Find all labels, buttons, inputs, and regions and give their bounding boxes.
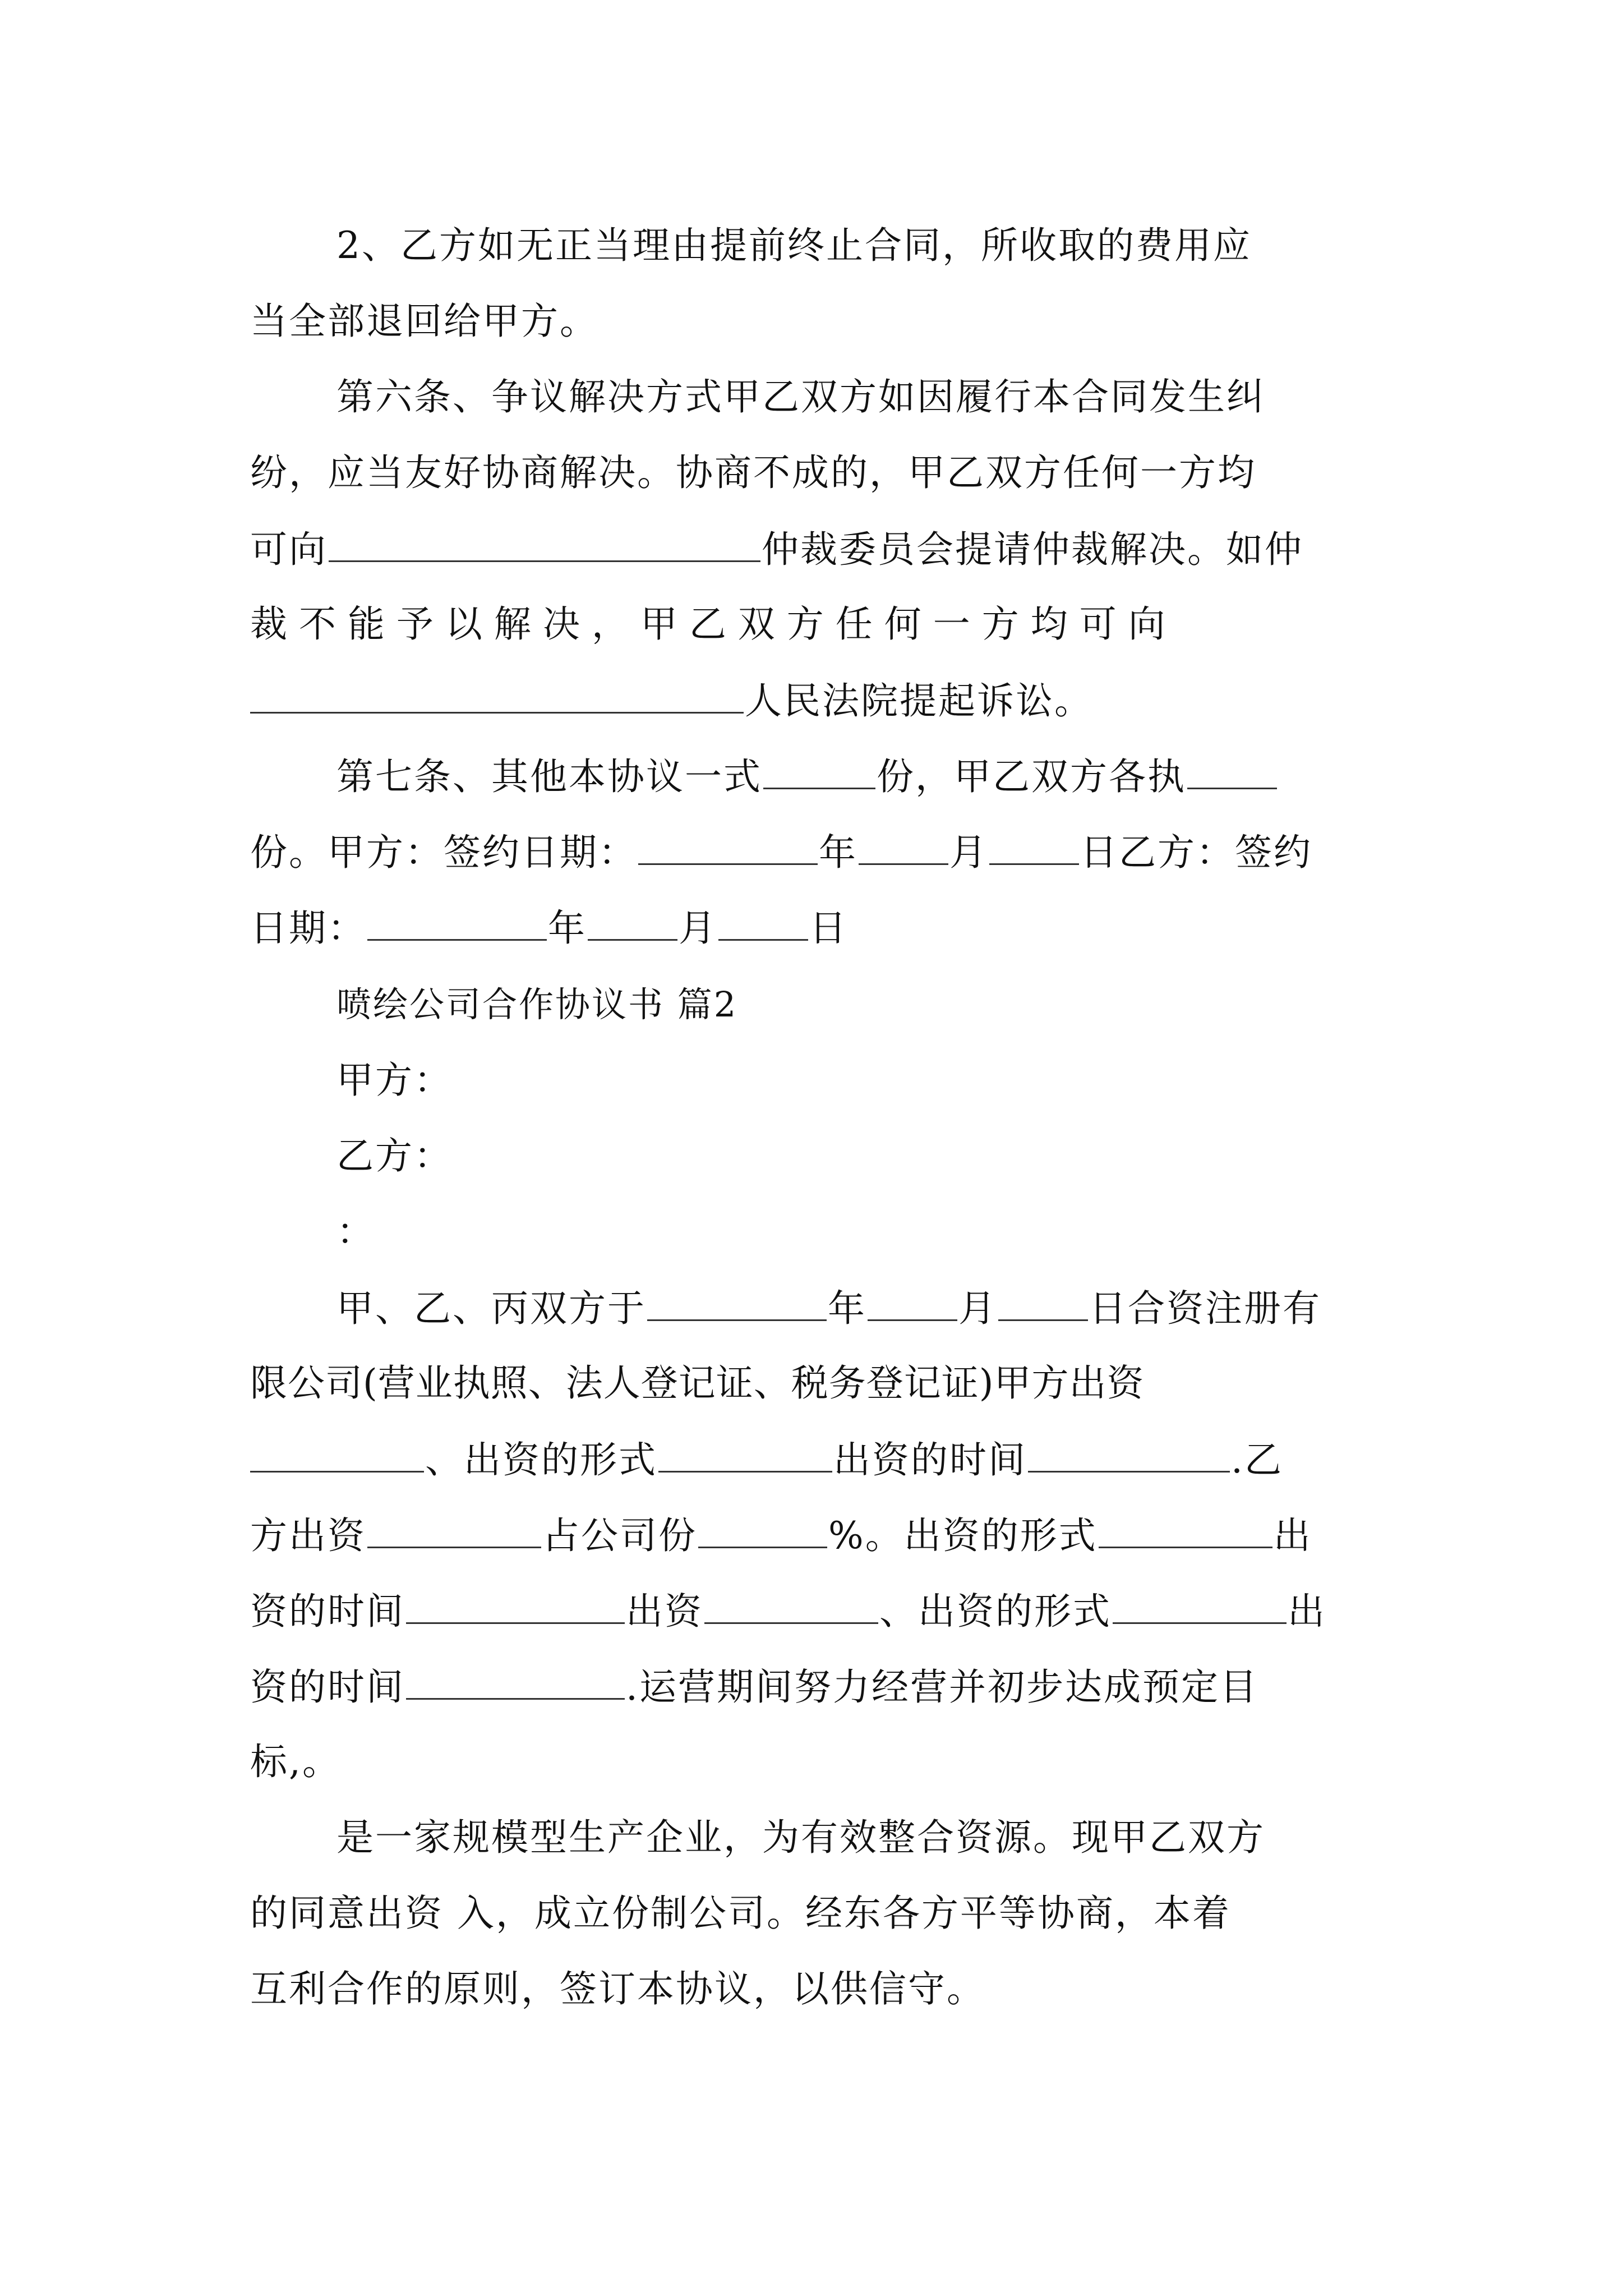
fill-in-blank[interactable] [718, 902, 808, 941]
text-fragment: 日期： [250, 907, 366, 950]
fill-in-blank[interactable] [859, 826, 948, 865]
fill-in-blank[interactable] [367, 902, 547, 941]
text-fragment: 可向 [250, 528, 328, 571]
fill-in-blank[interactable] [1099, 1510, 1272, 1548]
text-line: 当全部退回给甲方。 [250, 300, 598, 343]
fill-in-blank[interactable] [1187, 751, 1277, 789]
fill-in-blank[interactable] [698, 1510, 827, 1548]
text-fragment: 占公司份 [542, 1514, 697, 1557]
text-fragment: 份，甲乙双方各执 [877, 755, 1186, 798]
text-fragment: 出资的时间 [833, 1438, 1027, 1481]
text-fragment: 第七条、其他本协议一式 [336, 755, 762, 798]
text-line: 标,。 [250, 1740, 341, 1783]
fill-in-blank[interactable] [406, 1585, 625, 1624]
fill-in-blank[interactable] [588, 902, 677, 941]
fill-in-blank[interactable] [1028, 1434, 1230, 1473]
text-fragment: 年 [548, 907, 587, 950]
text-fragment: 出资 [626, 1590, 703, 1633]
fill-in-blank[interactable] [638, 826, 818, 865]
text-line: 甲方： [336, 1059, 453, 1102]
text-line: 互利合作的原则，签订本协议，以供信守。 [250, 1967, 985, 2010]
text-fragment: 方出资 [250, 1514, 366, 1557]
text-fragment: 日 [809, 907, 848, 950]
fill-in-blank[interactable] [647, 1282, 827, 1321]
text-line: 第六条、争议解决方式甲乙双方如因履行本合同发生纠 [336, 375, 1265, 418]
text-fragment: 人民法院提起诉讼。 [745, 679, 1093, 723]
fill-in-blank[interactable] [250, 675, 744, 714]
text-fragment: 年 [828, 1287, 866, 1330]
text-line: 是一家规模型生产企业，为有效整合资源。现甲乙双方 [336, 1816, 1265, 1859]
fill-in-blank[interactable] [329, 523, 760, 562]
text-line: 乙方： [336, 1134, 453, 1177]
fill-in-blank[interactable] [763, 751, 875, 789]
text-fragment: 日乙方：签约 [1080, 831, 1312, 874]
text-line [250, 1585, 1383, 1637]
fill-in-blank[interactable] [704, 1585, 878, 1624]
section-heading: 喷绘公司合作协议书 篇2 [336, 984, 738, 1025]
text-fragment: 月 [949, 831, 988, 874]
text-line [250, 675, 1383, 726]
text-line: 的同意出资 入，成立份制公司。经东各方平等协商，本着 [250, 1892, 1231, 1935]
fill-in-blank[interactable] [1113, 1585, 1287, 1624]
text-fragment: 甲、乙、丙双方于 [336, 1287, 646, 1330]
fill-in-blank[interactable] [658, 1434, 832, 1473]
text-line [250, 1661, 1383, 1713]
fill-in-blank[interactable] [406, 1661, 625, 1700]
text-fragment: 年 [819, 831, 857, 874]
text-line [250, 902, 1383, 954]
text-fragment: 仲裁委员会提请仲裁解决。如仲 [762, 528, 1303, 571]
text-fragment: .乙 [1231, 1438, 1283, 1481]
fill-in-blank[interactable] [989, 826, 1079, 865]
fill-in-blank[interactable] [998, 1282, 1088, 1321]
text-line [250, 1510, 1383, 1561]
text-line [250, 523, 1383, 575]
text-line [336, 1282, 1383, 1334]
text-fragment: 资的时间 [250, 1665, 405, 1709]
fill-in-blank[interactable] [868, 1282, 957, 1321]
text-fragment: 日合资注册有 [1089, 1287, 1321, 1330]
text-fragment: .运营期间努力经营并初步达成预定目 [626, 1665, 1258, 1709]
text-fragment: %。出资的形式 [828, 1514, 1098, 1557]
text-line [250, 826, 1383, 878]
text-line: 限公司(营业执照、法人登记证、税务登记证)甲方出资 [250, 1361, 1145, 1405]
text-line: 裁 不 能 予 以 解 决 ， 甲 乙 双 方 任 何 一 方 均 可 向 [250, 602, 1165, 646]
text-fragment: 出 [1273, 1514, 1312, 1557]
text-line: 2、乙方如无正当理由提前终止合同，所收取的费用应 [336, 224, 1252, 267]
text-fragment: 、出资的形式 [879, 1590, 1112, 1633]
text-fragment: 出 [1288, 1590, 1326, 1633]
fill-in-blank[interactable] [250, 1434, 424, 1473]
fill-in-blank[interactable] [367, 1510, 541, 1548]
text-line [336, 751, 1383, 802]
text-line: 纷，应当友好协商解决。协商不成的，甲乙双方任何一方均 [250, 451, 1256, 494]
text-line [250, 1434, 1383, 1485]
text-fragment: 资的时间 [250, 1590, 405, 1633]
text-fragment: 份。甲方：签约日期： [250, 831, 637, 874]
text-fragment: 、出资的形式 [425, 1438, 657, 1481]
text-line: ： [336, 1210, 375, 1253]
text-fragment: 月 [958, 1287, 997, 1330]
text-fragment: 月 [679, 907, 717, 950]
